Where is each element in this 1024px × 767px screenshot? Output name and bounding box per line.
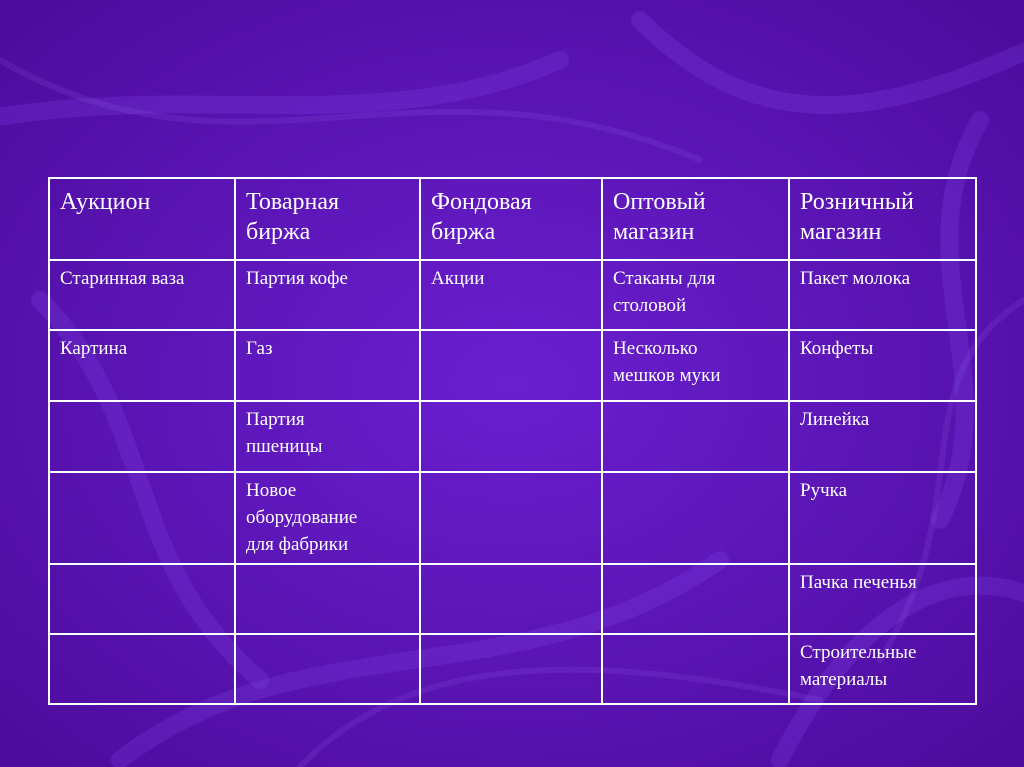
table-row	[49, 330, 976, 401]
table-cell	[420, 401, 602, 472]
table-cell: Партия кофе	[235, 260, 420, 330]
table-cell	[49, 564, 235, 634]
table-cell	[602, 401, 789, 472]
table-row	[49, 260, 976, 330]
table-cell: Старинная ваза	[49, 260, 235, 330]
table-cell	[420, 330, 602, 401]
table-row	[49, 564, 976, 634]
table-cell: Пачка печенья	[789, 564, 976, 634]
header-stock-exchange: Фондовая биржа	[420, 178, 602, 260]
table-cell	[602, 564, 789, 634]
markets-table	[48, 177, 977, 705]
table-cell	[49, 634, 235, 704]
table-cell	[420, 564, 602, 634]
table-cell: Строительные материалы	[789, 634, 976, 704]
table-row	[49, 472, 976, 564]
table-cell: Линейка	[789, 401, 976, 472]
header-auction: Аукцион	[49, 178, 235, 260]
table-cell: Ручка	[789, 472, 976, 564]
table-cell	[420, 634, 602, 704]
table-cell: Партия пшеницы	[235, 401, 420, 472]
table-cell	[235, 634, 420, 704]
table-cell	[49, 472, 235, 564]
header-commodity-exchange: Товарная биржа	[235, 178, 420, 260]
table-row	[49, 634, 976, 704]
table-cell	[235, 564, 420, 634]
table-cell: Акции	[420, 260, 602, 330]
table-cell	[602, 634, 789, 704]
table-cell	[49, 401, 235, 472]
table-cell: Несколько мешков муки	[602, 330, 789, 401]
table-cell: Стаканы для столовой	[602, 260, 789, 330]
table-cell	[602, 472, 789, 564]
table-cell: Новое оборудование для фабрики	[235, 472, 420, 564]
table-cell: Картина	[49, 330, 235, 401]
table-cell: Конфеты	[789, 330, 976, 401]
header-wholesale-store: Оптовый магазин	[602, 178, 789, 260]
header-retail-store: Розничный магазин	[789, 178, 976, 260]
table-cell: Пакет молока	[789, 260, 976, 330]
table-row	[49, 401, 976, 472]
table-cell: Газ	[235, 330, 420, 401]
table-cell	[420, 472, 602, 564]
table-header-row	[49, 178, 976, 260]
